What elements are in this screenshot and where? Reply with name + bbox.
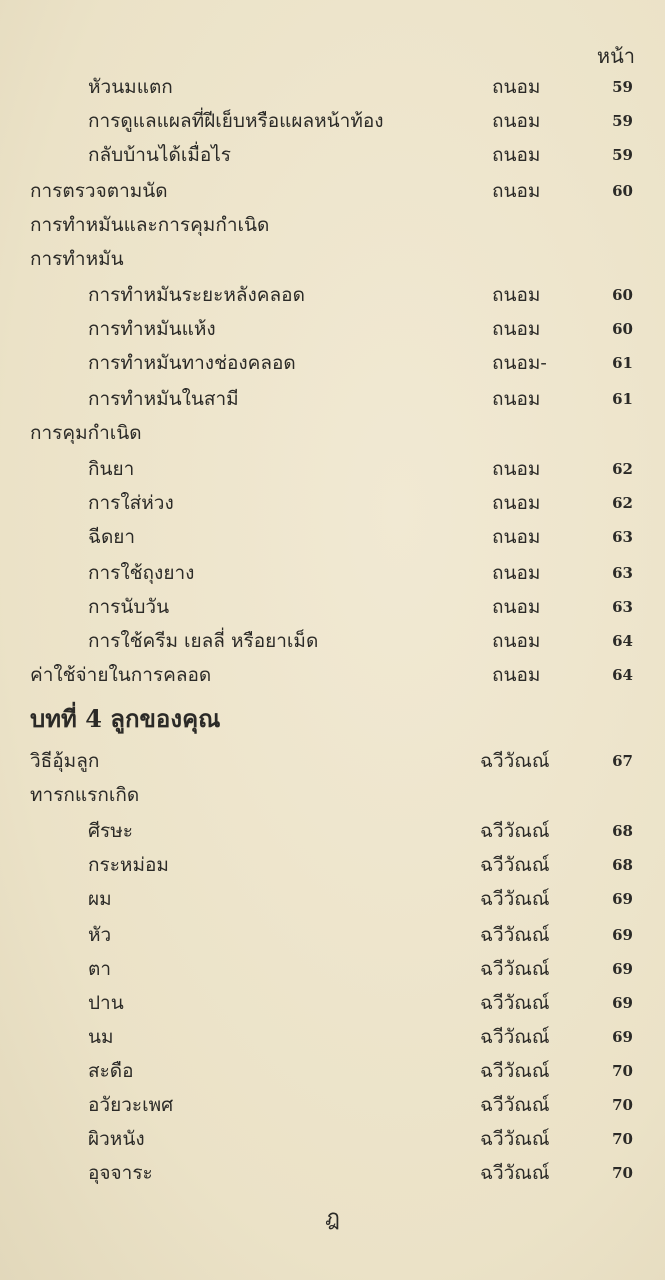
entry-page: 64 xyxy=(612,666,633,684)
entry-page: 62 xyxy=(612,460,633,478)
chapter-heading xyxy=(0,702,665,736)
entry-title: ผม xyxy=(88,888,112,910)
entry-title: อวัยวะเพศ xyxy=(88,1094,174,1116)
entry-author: ฉวีวัณณ์ xyxy=(480,750,550,772)
toc-section-heading xyxy=(0,242,665,276)
entry-author: ถนอม xyxy=(492,596,541,618)
entry-title: สะดือ xyxy=(88,1060,134,1082)
entry-page: 62 xyxy=(612,494,633,512)
entry-title: อุจจาระ xyxy=(88,1162,153,1184)
entry-title: ตา xyxy=(88,958,112,980)
toc-entry xyxy=(0,486,665,520)
toc-entry xyxy=(0,1088,665,1122)
entry-title: การทำหมันระยะหลังคลอด xyxy=(88,284,305,306)
entry-title: หัวนมแตก xyxy=(88,76,173,98)
toc-entry xyxy=(0,278,665,312)
entry-title: หัว xyxy=(88,924,112,946)
toc-entry xyxy=(0,882,665,916)
entry-author: ฉวีวัณณ์ xyxy=(480,1060,550,1082)
entry-author: ถนอม xyxy=(492,318,541,340)
chapter-title: บทที่ 4 ลูกของคุณ xyxy=(30,704,221,733)
entry-title: การทำหมัน xyxy=(30,248,124,270)
entry-page: 59 xyxy=(612,146,633,164)
entry-author: ถนอม xyxy=(492,144,541,166)
entry-title: ฉีดยา xyxy=(88,526,136,548)
entry-title: การดูแลแผลที่ฝีเย็บหรือแผลหน้าท้อง xyxy=(88,110,384,132)
entry-title: การใช้ครีม เยลลี่ หรือยาเม็ด xyxy=(88,630,319,652)
toc-entry xyxy=(0,848,665,882)
entry-page: 63 xyxy=(612,564,633,582)
entry-author: ฉวีวัณณ์ xyxy=(480,1094,550,1116)
entry-page: 70 xyxy=(612,1096,633,1114)
entry-page: 69 xyxy=(612,994,633,1012)
entry-author: ถนอม xyxy=(492,492,541,514)
entry-page: 70 xyxy=(612,1164,633,1182)
toc-entry xyxy=(0,952,665,986)
entry-page: 63 xyxy=(612,528,633,546)
toc-entry xyxy=(0,138,665,172)
toc-section-heading xyxy=(0,208,665,242)
toc-entry xyxy=(0,1020,665,1054)
entry-author: ถนอม xyxy=(492,562,541,584)
entry-page: 70 xyxy=(612,1130,633,1148)
toc-entry xyxy=(0,556,665,590)
entry-author: ฉวีวัณณ์ xyxy=(480,854,550,876)
entry-author: ถนอม xyxy=(492,388,541,410)
entry-author: ถนอม xyxy=(492,110,541,132)
toc-entry xyxy=(0,174,665,208)
entry-title: ปาน xyxy=(88,992,124,1014)
entry-page: 68 xyxy=(612,856,633,874)
entry-page: 69 xyxy=(612,926,633,944)
toc-entry xyxy=(0,1054,665,1088)
entry-page: 68 xyxy=(612,822,633,840)
entry-title: วิธีอุ้มลูก xyxy=(30,750,100,772)
entry-title: การใช้ถุงยาง xyxy=(88,562,195,584)
entry-title: ทารกแรกเกิด xyxy=(30,784,140,806)
entry-page: 69 xyxy=(612,960,633,978)
toc-entry xyxy=(0,382,665,416)
entry-title: ผิวหนัง xyxy=(88,1128,145,1150)
toc-entry xyxy=(0,452,665,486)
entry-title: กลับบ้านได้เมื่อไร xyxy=(88,144,232,166)
toc-entry xyxy=(0,744,665,778)
entry-author: ถนอม- xyxy=(492,352,547,374)
entry-author: ถนอม xyxy=(492,526,541,548)
entry-page: 70 xyxy=(612,1062,633,1080)
entry-title: การทำหมันและการคุมกำเนิด xyxy=(30,214,270,236)
entry-author: ฉวีวัณณ์ xyxy=(480,924,550,946)
entry-author: ฉวีวัณณ์ xyxy=(480,888,550,910)
toc-entry xyxy=(0,104,665,138)
toc-entry xyxy=(0,346,665,380)
toc-entry xyxy=(0,520,665,554)
entry-page: 59 xyxy=(612,78,633,96)
entry-author: ถนอม xyxy=(492,458,541,480)
entry-title: กินยา xyxy=(88,458,135,480)
entry-title: ค่าใช้จ่ายในการคลอด xyxy=(30,664,212,686)
entry-page: 64 xyxy=(612,632,633,650)
entry-author: ฉวีวัณณ์ xyxy=(480,1162,550,1184)
entry-page: 61 xyxy=(612,354,633,372)
entry-author: ฉวีวัณณ์ xyxy=(480,1026,550,1048)
entry-author: ฉวีวัณณ์ xyxy=(480,1128,550,1150)
toc-section-heading xyxy=(0,416,665,450)
entry-page: 61 xyxy=(612,390,633,408)
entry-page: 60 xyxy=(612,182,633,200)
entry-title: การทำหมันแห้ง xyxy=(88,318,216,340)
entry-page: 67 xyxy=(612,752,633,770)
entry-title: การใส่ห่วง xyxy=(88,492,174,514)
toc-entry xyxy=(0,624,665,658)
toc-entry xyxy=(0,918,665,952)
page-folio: ฎ xyxy=(325,1206,340,1231)
entry-author: ฉวีวัณณ์ xyxy=(480,820,550,842)
entry-page: 60 xyxy=(612,286,633,304)
toc-entry xyxy=(0,1122,665,1156)
toc-section-heading xyxy=(0,778,665,812)
entry-page: 59 xyxy=(612,112,633,130)
toc-entry xyxy=(0,590,665,624)
entry-title: การทำหมันทางช่องคลอด xyxy=(88,352,296,374)
entry-title: นม xyxy=(88,1026,114,1048)
entry-title: การคุมกำเนิด xyxy=(30,422,142,444)
toc-entry xyxy=(0,70,665,104)
toc-entry xyxy=(0,658,665,692)
entry-page: 69 xyxy=(612,890,633,908)
toc-entry xyxy=(0,986,665,1020)
entry-author: ฉวีวัณณ์ xyxy=(480,992,550,1014)
toc-entry xyxy=(0,814,665,848)
entry-title: กระหม่อม xyxy=(88,854,169,876)
entry-author: ฉวีวัณณ์ xyxy=(480,958,550,980)
entry-author: ถนอม xyxy=(492,630,541,652)
entry-author: ถนอม xyxy=(492,180,541,202)
toc-entry xyxy=(0,1156,665,1190)
entry-page: 69 xyxy=(612,1028,633,1046)
entry-author: ถนอม xyxy=(492,284,541,306)
entry-title: การนับวัน xyxy=(88,596,170,618)
page-column-header: หน้า xyxy=(596,44,635,68)
entry-author: ถนอม xyxy=(492,664,541,686)
toc-entry xyxy=(0,312,665,346)
entry-title: ศีรษะ xyxy=(88,820,133,842)
entry-title: การตรวจตามนัด xyxy=(30,180,168,202)
entry-author: ถนอม xyxy=(492,76,541,98)
entry-page: 60 xyxy=(612,320,633,338)
entry-title: การทำหมันในสามี xyxy=(88,388,239,410)
entry-page: 63 xyxy=(612,598,633,616)
